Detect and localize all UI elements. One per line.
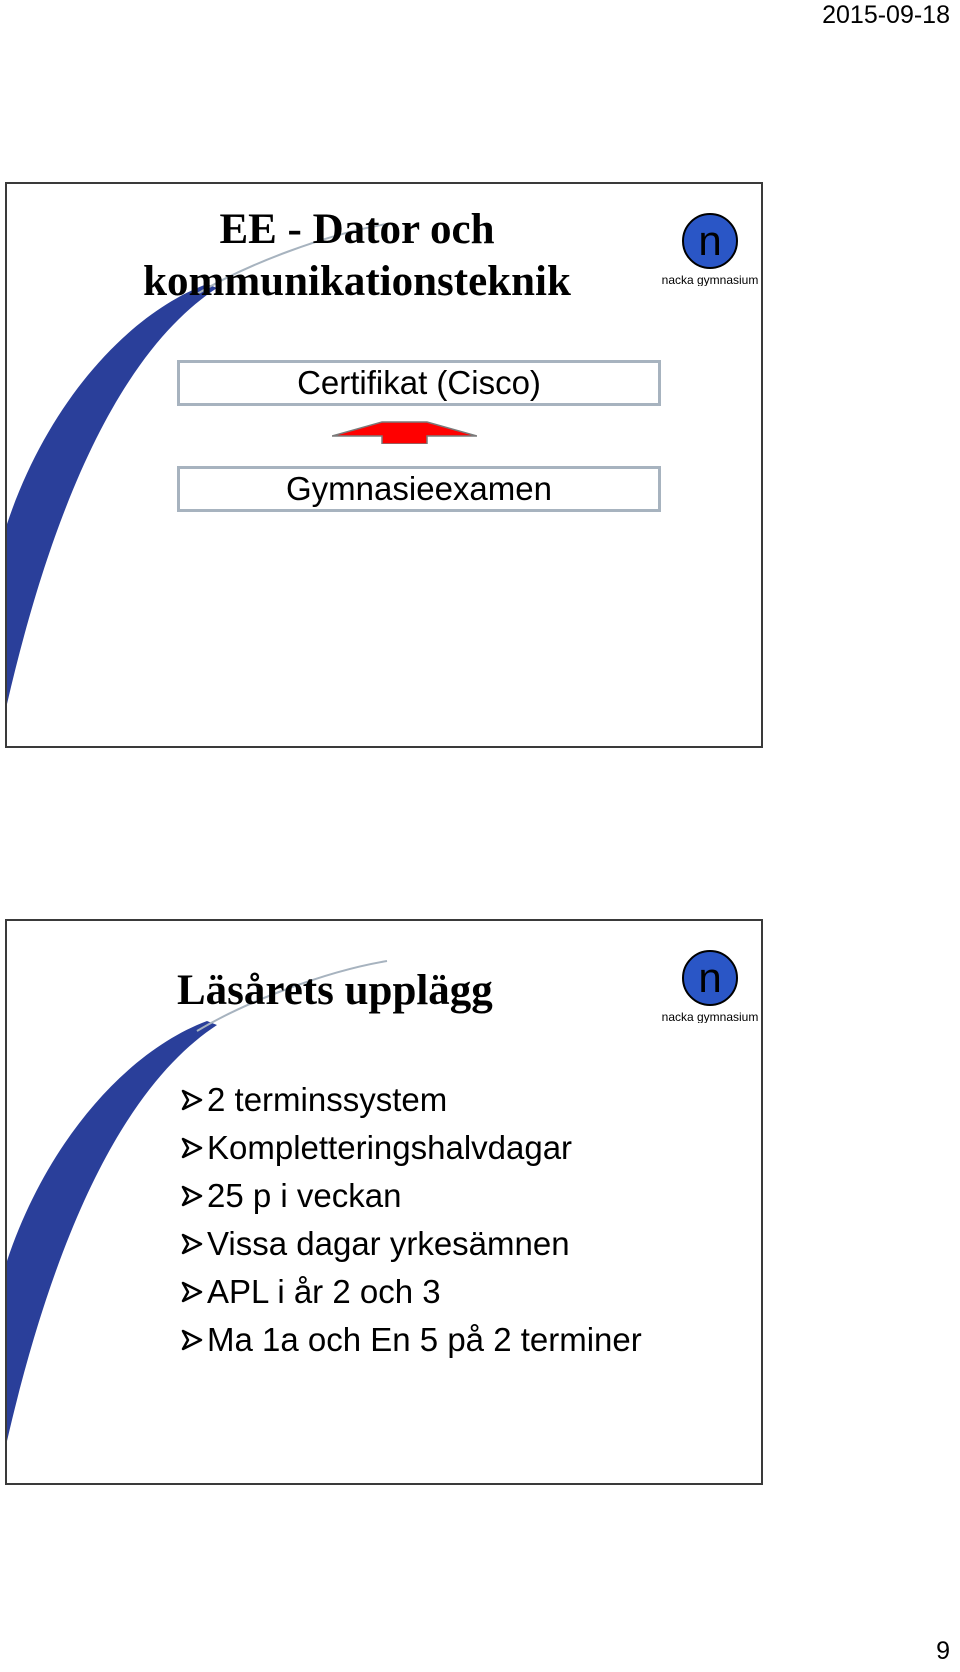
nacka-gymnasium-logo (660, 206, 760, 286)
up-arrow-icon (332, 414, 477, 444)
slide-title (107, 204, 607, 308)
title-line-1: EE - Dator och (219, 206, 495, 253)
bullet-text: Vissa dagar yrkesämnen (207, 1225, 570, 1262)
bullet-item (179, 1076, 642, 1124)
bullet-text: APL i år 2 och 3 (207, 1273, 441, 1310)
bullet-text: 2 terminssystem (207, 1081, 448, 1118)
page-number: 9 (936, 1637, 950, 1665)
bullet-text: Kompletteringshalvdagar (207, 1129, 573, 1166)
upper-secondary-diploma-box: Gymnasieexamen (177, 466, 661, 512)
arrow-bullet-icon (179, 1279, 205, 1305)
logo-letter: n (698, 217, 722, 264)
logo-letter: n (698, 954, 722, 1001)
certificate-box: Certifikat (Cisco) (177, 360, 661, 406)
nacka-gymnasium-logo (660, 943, 760, 1023)
bullet-list (179, 1076, 642, 1364)
bullet-text: 25 p i veckan (207, 1177, 402, 1214)
slide-ee-program (5, 182, 763, 748)
bullet-item (179, 1124, 642, 1172)
logo-caption: nacka gymnasium (661, 273, 759, 286)
bullet-item (179, 1220, 642, 1268)
slide-title: Läsårets upplägg (177, 967, 493, 1014)
arrow-bullet-icon (179, 1231, 205, 1257)
title-line-2: kommunikationsteknik (143, 258, 571, 305)
arrow-bullet-icon (179, 1183, 205, 1209)
arrow-bullet-icon (179, 1087, 205, 1113)
bullet-text: Ma 1a och En 5 på 2 terminer (207, 1321, 642, 1358)
arrow-bullet-icon (179, 1135, 205, 1161)
logo-caption: nacka gymnasium (661, 1010, 759, 1023)
bullet-item (179, 1316, 642, 1364)
bullet-item (179, 1172, 642, 1220)
slide-school-year-structure (5, 919, 763, 1485)
header-date: 2015-09-18 (822, 1, 950, 29)
bullet-item (179, 1268, 642, 1316)
arrow-bullet-icon (179, 1327, 205, 1353)
